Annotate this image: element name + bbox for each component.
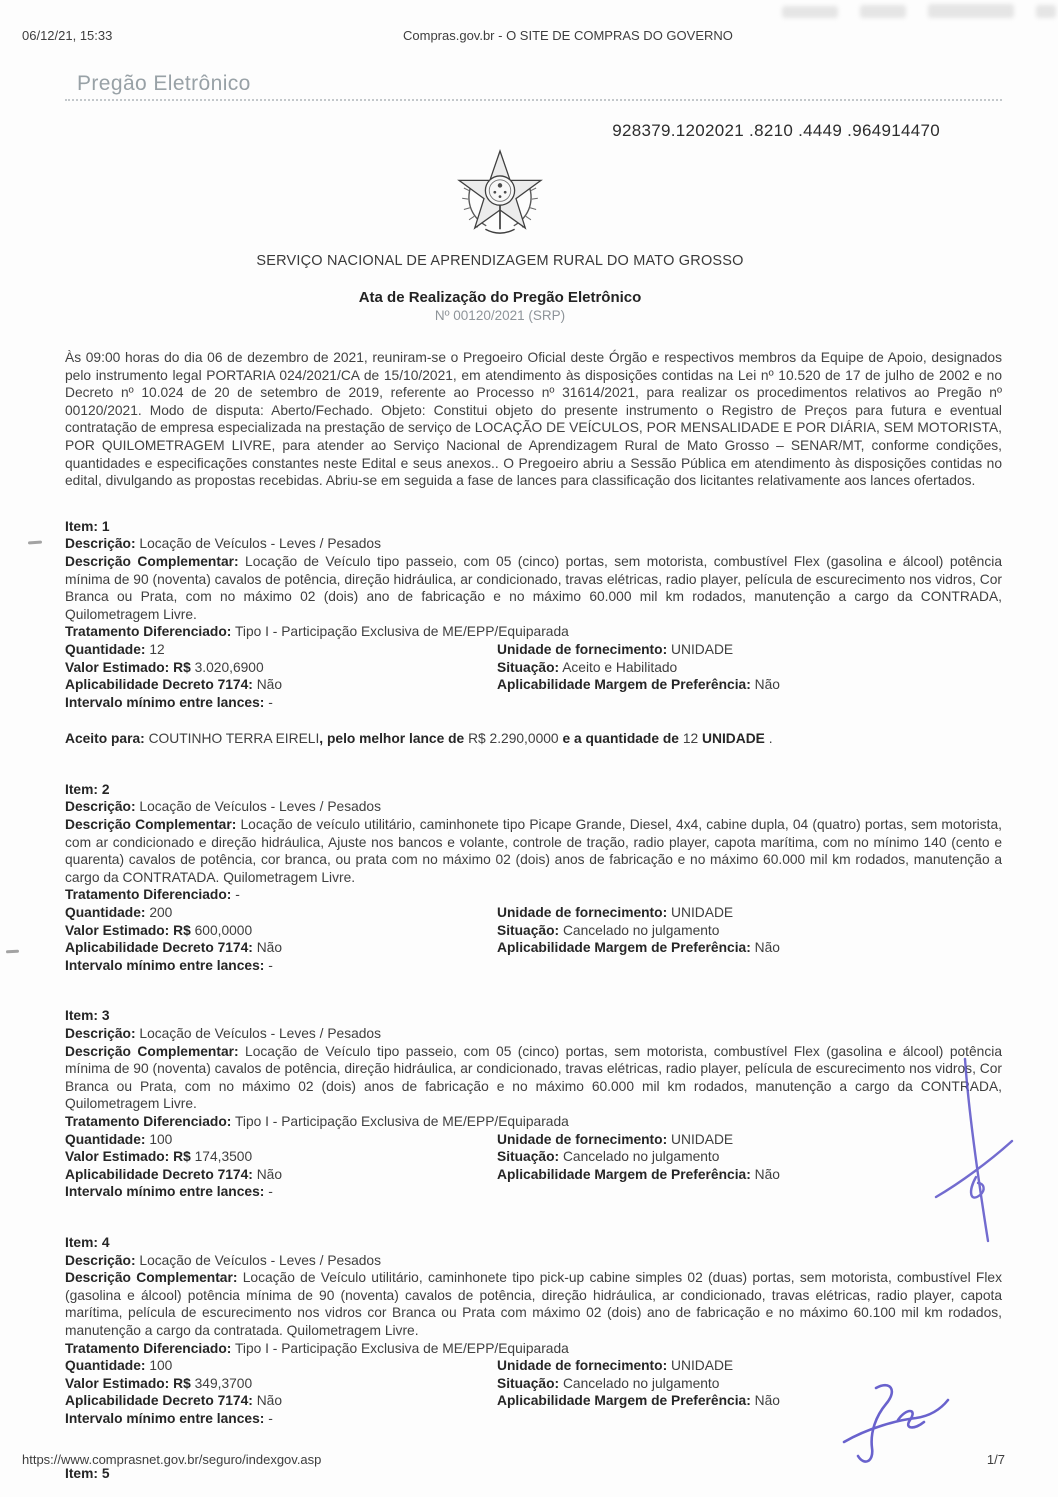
situacao-label: Situação: [497,922,560,938]
item-fields-grid [65,904,1002,974]
valor-value: 600,0000 [194,922,253,938]
intervalo-line [65,1410,497,1428]
valor-label: Valor Estimado: R$ [65,1375,191,1391]
item-number-line [65,1234,1002,1252]
intervalo-line [65,1183,497,1201]
item-2-section [65,781,1002,975]
aceito-line [65,730,1002,748]
aceito-fornecedor: COUTINHO TERRA EIRELI [148,731,320,747]
valor-line [65,922,497,940]
situacao-label: Situação: [497,1149,560,1165]
intervalo-value: - [268,1184,273,1200]
valor-line [65,1375,497,1393]
descricao-line [65,1252,1002,1270]
item-3-section [65,1007,1002,1201]
valor-line [65,1148,497,1166]
decreto-value: Não [256,677,283,693]
page-number: 1/7 [986,1452,1005,1467]
tratamento-value: Tipo I - Participação Exclusiva de ME/EPP/Equiparada [234,624,569,640]
descricao-complementar-label: Descrição Complementar: [65,1270,238,1286]
situacao-label: Situação: [497,1375,560,1391]
footer-url: https://www.comprasnet.gov.br/seguro/indexgov.asp [22,1452,322,1467]
decreto-line [65,1392,497,1410]
valor-value: 349,3700 [194,1375,253,1391]
item-number: 4 [101,1234,110,1250]
margem-label: Aplicabilidade Margem de Preferência: [497,940,751,956]
descricao-complementar-label: Descrição Complementar: [65,817,237,833]
print-datetime: 06/12/21, 15:33 [22,28,113,43]
descricao-complementar-value: Locação de Veículo utilitário, caminhonete tipo pick-up cabine simples 02 (duas) portas, sem motorista, combustível Flex (gasolina e álcool) potência mínima de 90 (noventa) cavalos de potência, direção hidráulica, ar condicionado, travas elétricas, radio player, capota marítima, película de escurecimento nos vidros cor Branca ou Prata com máximo 02 (dois) ano de fabricação e no máximo 60.100 mil km rodados, manutenção a cargo da contratada. Quilometragem Livre. [65,1270,1002,1338]
unidade-line [497,641,1002,659]
scan-smudge [782,6,838,18]
tratamento-line [65,886,1002,904]
situacao-value: Aceito e Habilitado [562,659,678,675]
scan-dash-mark [6,950,19,954]
intervalo-value: - [268,957,273,973]
tratamento-value: Tipo I - Participação Exclusiva de ME/EPP/Equiparada [234,1113,569,1129]
valor-label: Valor Estimado: R$ [65,1149,191,1165]
item-fields-grid [65,1131,1002,1201]
organization-name: SERVIÇO NACIONAL DE APRENDIZAGEM RURAL DO MATO GROSSO [256,253,744,269]
margem-label: Aplicabilidade Margem de Preferência: [497,677,751,693]
intro-paragraph: Às 09:00 horas do dia 06 de dezembro de 2021, reuniram-se o Pregoeiro Oficial deste Órgão e respectivos membros da Equipe de Apoio, designados pelo instrumento legal PORTARIA 024/2021/CA de 15/10/2021, em atendimento às disposições contidas na Lei nº 10.520 de 17 de julho de 2002 e no Decreto nº 10.024 de 20 de setembro de 2019, referente ao Processo nº 31614/2021, para realizar os procedimentos relativos ao Pregão nº 00120/2021. Modo de disputa: Aberto/Fechado. Objeto: Constitui objeto do presente instrumento o Registro de Preços para futura e eventual contratação de empresa especializada na prestação de serviço de LOCAÇÃO DE VEÍCULOS, POR MENSALIDADE E POR DIÁRIA, SEM MOTORISTA, POR QUILOMETRAGEM LIVRE, para atender ao Serviço Nacional de Aprendizagem Rural de Mato Grosso – SENAR/MT, conforme condições, quantidades e especificações constantes neste Edital e seus anexos.. O Pregoeiro abriu a Sessão Pública em atendimento às disposições contidas no edital, divulgando as propostas recebidas. Abriu-se em seguida a fase de lances para classificação dos licitantes relativamente aos lances ofertados. [65,350,1002,489]
item-1-section [65,518,1002,712]
doc-number: 928379.1202021 .8210 .4449 .964914470 [612,121,940,140]
descricao-complementar-label: Descrição Complementar: [65,553,239,569]
tratamento-line [65,1340,1002,1358]
tratamento-label: Tratamento Diferenciado: [65,624,232,640]
aceito-quantidade: 12 [682,731,699,747]
decreto-value: Não [256,1393,283,1409]
descricao-line [65,1025,1002,1043]
intervalo-label: Intervalo mínimo entre lances: [65,1184,265,1200]
ata-title: Ata de Realização do Pregão Eletrônico [358,289,642,306]
margem-value: Não [754,1393,780,1409]
unidade-line [497,904,1002,922]
fields-left-column [65,1357,497,1427]
fields-left-column [65,1131,497,1201]
descricao-complementar-line [65,816,1002,886]
unidade-line [497,1357,1002,1375]
fields-left-column [65,641,497,711]
unidade-value: UNIDADE [671,905,734,921]
descricao-complementar-line [65,553,1002,623]
aceito-label: Aceito para: [65,731,145,747]
scan-smudge [860,5,906,18]
ata-subtitle: Nº 00120/2021 (SRP) [434,308,566,323]
tratamento-label: Tratamento Diferenciado: [65,1113,232,1129]
decreto-label: Aplicabilidade Decreto 7174: [65,940,253,956]
situacao-label: Situação: [497,659,560,675]
item-label: Item: [65,1008,98,1024]
pen-signature-mark [932,1055,1018,1245]
print-site-title: Compras.gov.br - O SITE DE COMPRAS DO GOVERNO [403,28,733,43]
margem-line [497,939,1002,957]
descricao-value: Locação de Veículos - Leves / Pesados [139,536,382,552]
tratamento-label: Tratamento Diferenciado: [65,887,232,903]
brazil-coat-of-arms-icon [457,149,543,239]
decreto-value: Não [256,1166,283,1182]
intervalo-line [65,694,497,712]
intervalo-label: Intervalo mínimo entre lances: [65,957,265,973]
fields-right-column [497,904,1002,974]
decreto-label: Aplicabilidade Decreto 7174: [65,677,253,693]
descricao-line [65,535,1002,553]
aceito-valor: R$ 2.290,0000 [468,731,559,747]
scan-smudge [928,4,1014,18]
valor-value: 174,3500 [194,1149,253,1165]
unidade-value: UNIDADE [671,1358,734,1374]
quantidade-line [65,1131,497,1149]
document-content [65,58,1002,1483]
descricao-line [65,798,1002,816]
situacao-line [497,1148,1002,1166]
scan-smudge [1036,5,1056,18]
tratamento-line [65,623,1002,641]
descricao-value: Locação de Veículos - Leves / Pesados [139,1252,382,1268]
tratamento-value: - [235,887,240,903]
unidade-value: UNIDADE [671,641,734,657]
intervalo-value: - [268,1410,273,1426]
descricao-label: Descrição: [65,536,136,552]
item-label: Item: [65,1234,98,1250]
aceito-unidade: UNIDADE [702,731,765,747]
item-number: 3 [101,1008,110,1024]
item-number-line [65,518,1002,536]
situacao-value: Cancelado no julgamento [562,922,720,938]
descricao-complementar-value: Locação de Veículo tipo passeio, com 05 (cinco) portas, sem motorista, combustível Flex (gasolina e álcool) potência mínima de 90 (noventa) cavalos de potência, direção hidráulica, ar condicionado, travas elétricas, radio player, película de escurecimento nos vidros, Cor Branca ou Prata, com no máximo 02 (dois) anos de fabricação e no máximo 60.000 mil km rodados, manutenção a cargo da CONTRADA, Quilometragem Livre. [65,1043,1002,1112]
decreto-label: Aplicabilidade Decreto 7174: [65,1393,253,1409]
unidade-label: Unidade de fornecimento: [497,1358,668,1374]
quantidade-label: Quantidade: [65,1131,146,1147]
aceito-period: . [768,731,773,747]
decreto-line [65,1166,497,1184]
quantidade-value: 12 [149,641,165,657]
descricao-label: Descrição: [65,1026,136,1041]
decreto-value: Não [256,940,283,956]
item-number: 1 [101,518,110,534]
quantidade-value: 100 [149,1358,173,1374]
aceito-mid1: , pelo melhor lance de [319,731,465,747]
intervalo-value: - [268,694,273,710]
decreto-label: Aplicabilidade Decreto 7174: [65,1166,253,1182]
valor-line [65,659,497,677]
situacao-line [497,922,1002,940]
unidade-value: UNIDADE [671,1131,734,1147]
descricao-value: Locação de Veículos - Leves / Pesados [139,1026,382,1041]
quantidade-value: 100 [149,1131,173,1147]
valor-value: 3.020,6900 [194,659,264,675]
item-number-line [65,781,1002,799]
situacao-value: Cancelado no julgamento [562,1149,720,1165]
scan-dash-mark [28,541,42,545]
margem-line [497,1166,1002,1184]
item-number-line [65,1007,1002,1025]
margem-line [497,676,1002,694]
situacao-line [497,659,1002,677]
unidade-label: Unidade de fornecimento: [497,905,668,921]
item-number: 2 [101,781,110,797]
quantidade-line [65,1357,497,1375]
descricao-complementar-line [65,1269,1002,1339]
item-fields-grid [65,641,1002,711]
unidade-line [497,1131,1002,1149]
situacao-value: Cancelado no julgamento [562,1375,720,1391]
doc-type-heading: Pregão Eletrônico [77,72,251,95]
intervalo-line [65,957,497,975]
intervalo-label: Intervalo mínimo entre lances: [65,1410,265,1426]
tratamento-label: Tratamento Diferenciado: [65,1340,232,1356]
heading-divider [65,99,1002,101]
valor-label: Valor Estimado: R$ [65,659,191,675]
fields-right-column [497,641,1002,711]
descricao-complementar-line [65,1043,1002,1113]
decreto-line [65,939,497,957]
quantidade-line [65,641,497,659]
unidade-label: Unidade de fornecimento: [497,641,668,657]
unidade-label: Unidade de fornecimento: [497,1131,668,1147]
descricao-complementar-value: Locação de veículo utilitário, caminhonete tipo Picape Grande, Diesel, 4x4, cabine dupla, 04 (quatro) portas, sem motorista, com ar condicionado e direção hidráulica, Ajuste nos bancos e volante, controle de tração, radio player, capota marítima, com no mínimo 140 (cento e quarenta) cavalos de potência, cor branca, ou prata com no máximo 02 (dois) anos de fabricação e no máximo 60.000 mil km rodados, manutenção a cargo da CONTRATADA. Quilometragem Livre. [65,817,1002,885]
descricao-value: Locação de Veículos - Leves / Pesados [139,799,382,815]
quantidade-label: Quantidade: [65,1358,146,1374]
item-label: Item: [65,1466,98,1482]
tratamento-value: Tipo I - Participação Exclusiva de ME/EPP/Equiparada [234,1340,569,1356]
fields-right-column [497,1131,1002,1201]
aceito-mid2: e a quantidade de [562,731,679,747]
descricao-label: Descrição: [65,1252,136,1268]
margem-value: Não [754,1166,780,1182]
quantidade-value: 200 [149,905,173,921]
margem-value: Não [754,677,780,693]
item-label: Item: [65,781,98,797]
item-label: Item: [65,518,98,534]
descricao-complementar-label: Descrição Complementar: [65,1043,239,1059]
fields-left-column [65,904,497,974]
document-header-group [65,149,935,323]
tratamento-line [65,1113,1002,1131]
decreto-line [65,676,497,694]
item-number: 5 [101,1466,110,1482]
quantidade-label: Quantidade: [65,641,146,657]
margem-label: Aplicabilidade Margem de Preferência: [497,1393,751,1409]
descricao-label: Descrição: [65,799,136,815]
margem-value: Não [754,940,780,956]
pen-signature-rubric [836,1378,954,1470]
valor-label: Valor Estimado: R$ [65,922,191,938]
quantidade-line [65,904,497,922]
intervalo-label: Intervalo mínimo entre lances: [65,694,265,710]
margem-label: Aplicabilidade Margem de Preferência: [497,1166,751,1182]
quantidade-label: Quantidade: [65,905,146,921]
descricao-complementar-value: Locação de Veículo tipo passeio, com 05 (cinco) portas, sem motorista, combustível Flex (gasolina e álcool) potência mínima de 90 (noventa) cavalos de potência, direção hidráulica, ar condicionado, travas elétricas, radio player, película de escurecimento nos vidros, Cor Branca ou Prata, com no máximo 02 (dois) ano de fabricação e no máximo 60.000 mil km rodados, manutenção a cargo da CONTRADA, Quilometragem Livre. [65,553,1002,622]
